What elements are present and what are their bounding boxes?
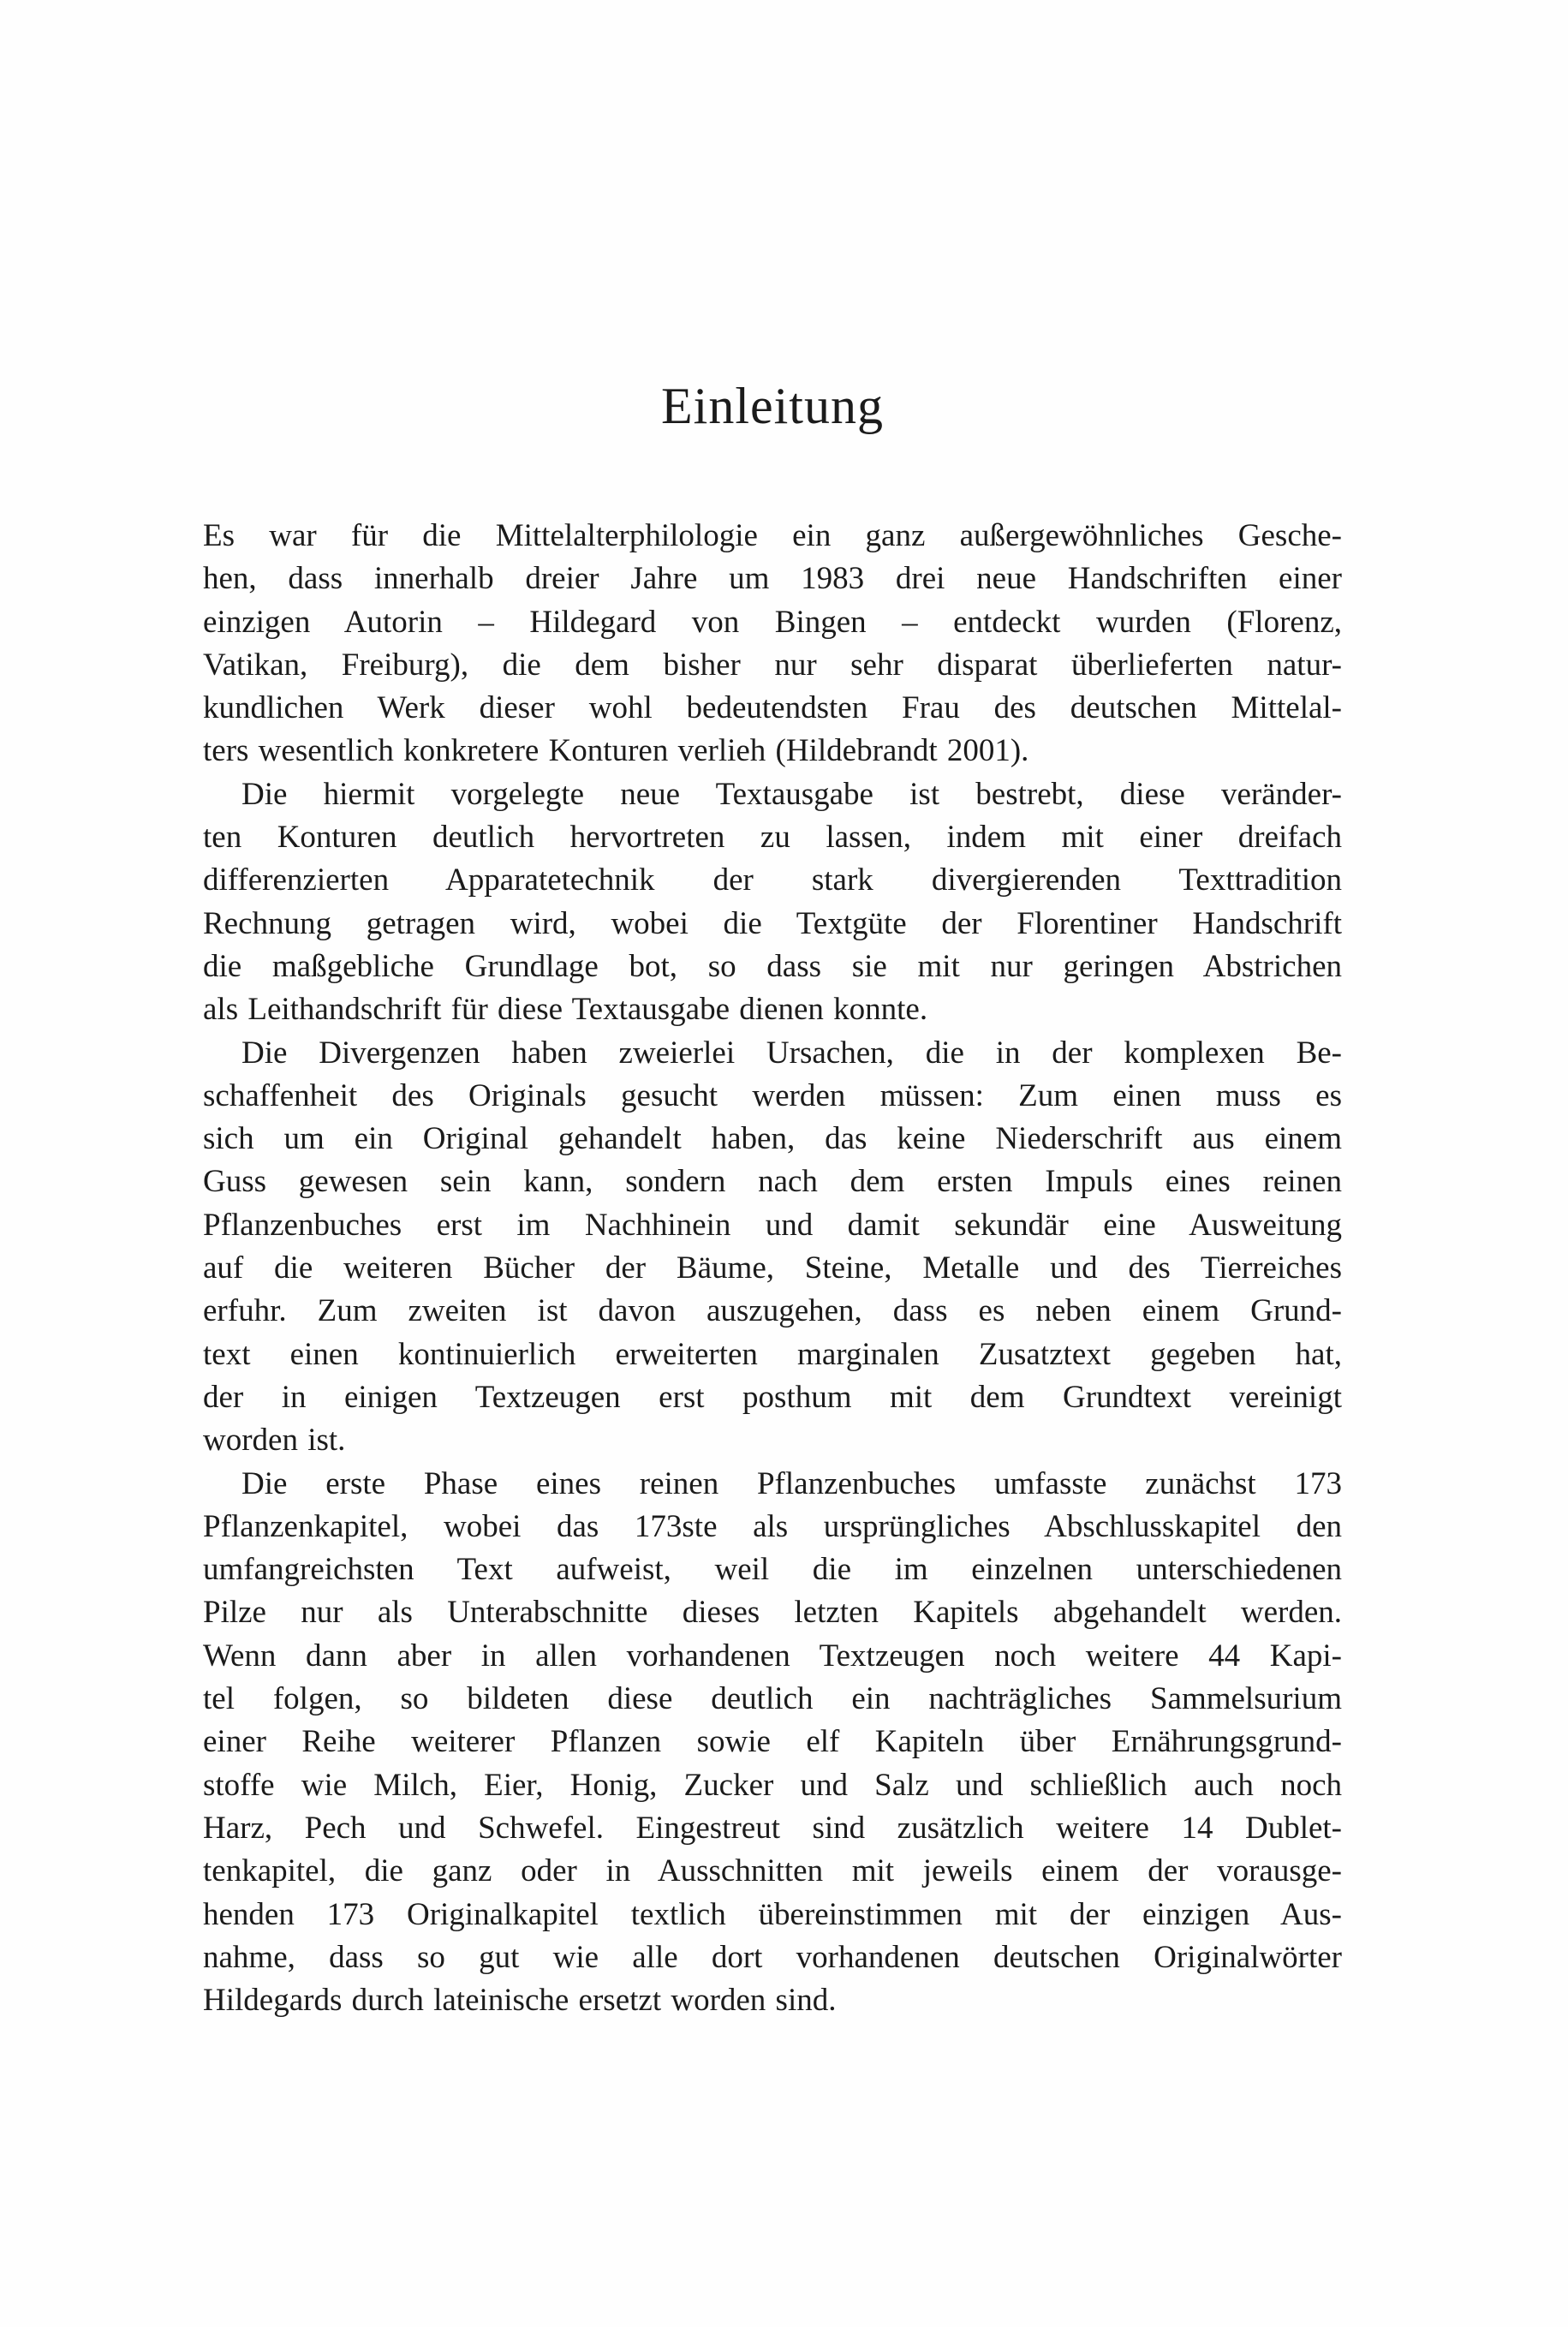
text-line: text einen kontinuierlich erweiterten marginalen Zusatztext gegeben hat, bbox=[203, 1336, 1342, 1372]
text-line: Die hiermit vorgelegte neue Textausgabe ist bestrebt, diese veränder- bbox=[241, 776, 1342, 812]
text-line: ters wesentlich konkretere Konturen verlieh (Hildebrandt 2001). bbox=[203, 733, 1029, 769]
text-line: umfangreichsten Text aufweist, weil die im einzelnen unterschiedenen bbox=[203, 1552, 1342, 1588]
text-line: Die Divergenzen haben zweierlei Ursachen, die in der komplexen Be- bbox=[241, 1035, 1342, 1071]
text-line: hen, dass innerhalb dreier Jahre um 1983 drei neue Handschriften einer bbox=[203, 561, 1342, 597]
text-line: Pflanzenbuches erst im Nachhinein und damit sekundär eine Ausweitung bbox=[203, 1207, 1342, 1243]
text-line: die maßgebliche Grundlage bot, so dass sie mit nur geringen Abstrichen bbox=[203, 948, 1342, 984]
text-line: nahme, dass so gut wie alle dort vorhandenen deutschen Originalwörter bbox=[203, 1939, 1342, 1975]
paragraph-1 bbox=[203, 515, 1342, 773]
text-line: Die erste Phase eines reinen Pflanzenbuches umfasste zunächst 173 bbox=[241, 1465, 1342, 1501]
text-line: Hildegards durch lateinische ersetzt worden sind. bbox=[203, 1983, 837, 2019]
text-line: schaffenheit des Originals gesucht werden müssen: Zum einen muss es bbox=[203, 1077, 1342, 1113]
text-line: worden ist. bbox=[203, 1423, 346, 1459]
text-line: differenzierten Apparatetechnik der stark divergierenden Texttradition bbox=[203, 862, 1342, 898]
text-line: tenkapitel, die ganz oder in Ausschnitten mit jeweils einem der vorausge- bbox=[203, 1853, 1342, 1889]
text-line: Vatikan, Freiburg), die dem bisher nur sehr disparat überlieferten natur- bbox=[203, 647, 1342, 683]
text-line: kundlichen Werk dieser wohl bedeutendsten Frau des deutschen Mittelal- bbox=[203, 690, 1342, 726]
text-line: Guss gewesen sein kann, sondern nach dem ersten Impuls eines reinen bbox=[203, 1164, 1342, 1200]
text-line: Wenn dann aber in allen vorhandenen Textzeugen noch weitere 44 Kapi- bbox=[203, 1638, 1342, 1674]
text-line: einzigen Autorin – Hildegard von Bingen – entdeckt wurden (Florenz, bbox=[203, 604, 1342, 640]
page-title: Einleitung bbox=[661, 378, 884, 434]
text-line: tel folgen, so bildeten diese deutlich ein nachträgliches Sammelsurium bbox=[203, 1681, 1342, 1717]
text-line: henden 173 Originalkapitel textlich übereinstimmen mit der einzigen Aus- bbox=[203, 1896, 1342, 1932]
text-line: sich um ein Original gehandelt haben, das keine Niederschrift aus einem bbox=[203, 1121, 1342, 1157]
text-line: Pflanzenkapitel, wobei das 173ste als ursprüngliches Abschlusskapitel den bbox=[203, 1508, 1342, 1544]
text-line: Rechnung getragen wird, wobei die Textgüte der Florentiner Handschrift bbox=[203, 905, 1342, 941]
text-line: der in einigen Textzeugen erst posthum mit dem Grundtext vereinigt bbox=[203, 1379, 1342, 1415]
text-line: als Leithandschrift für diese Textausgabe dienen konnte. bbox=[203, 992, 928, 1028]
paragraph-2 bbox=[203, 773, 1342, 1032]
paragraph-3 bbox=[203, 1032, 1342, 1463]
text-line: Pilze nur als Unterabschnitte dieses letzten Kapitels abgehandelt werden. bbox=[203, 1595, 1342, 1631]
text-line: ten Konturen deutlich hervortreten zu lassen, indem mit einer dreifach bbox=[203, 820, 1342, 856]
text-line: Es war für die Mittelalterphilologie ein ganz außergewöhnliches Gesche- bbox=[203, 518, 1342, 553]
paragraph-4 bbox=[203, 1463, 1342, 2023]
text-line: auf die weiteren Bücher der Bäume, Steine, Metalle und des Tierreiches bbox=[203, 1250, 1342, 1286]
text-line: erfuhr. Zum zweiten ist davon auszugehen, dass es neben einem Grund- bbox=[203, 1293, 1342, 1329]
text-line: einer Reihe weiterer Pflanzen sowie elf Kapiteln über Ernährungsgrund- bbox=[203, 1724, 1342, 1760]
text-block bbox=[203, 515, 1342, 2022]
text-line: stoffe wie Milch, Eier, Honig, Zucker und Salz und schließlich auch noch bbox=[203, 1767, 1342, 1803]
text-line: Harz, Pech und Schwefel. Eingestreut sind zusätzlich weitere 14 Dublet- bbox=[203, 1810, 1342, 1846]
